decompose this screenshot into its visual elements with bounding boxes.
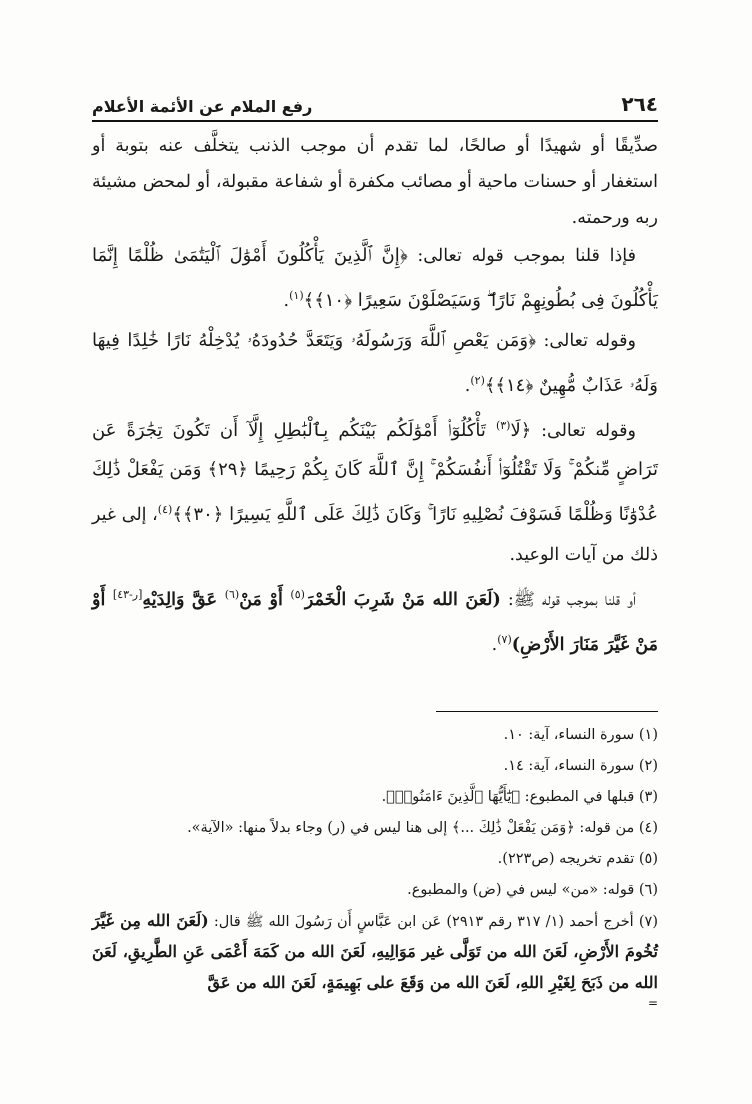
hadith-text: عَقَّ وَالِدَيْهِ [142,590,225,611]
paragraph-4-intro: وقوله تعالى: [531,420,636,441]
hadith-text: أَوْ مَنْ [239,590,291,611]
hadith-text: (لَعَنَ الله مَنْ شَرِبَ الْخَمْرَ [304,590,501,611]
paragraph-1: صدِّيقًا أو شهيدًا أو صالحًا، لما تقدم أن موجب الذنب يتخلَّف عنه بتوبة أو استغفار أو حسنات ماحية أو مصائب مكفرة أو شفاعة مقبولة، أو لمحض مشيئة ربه ورحمته. [92,136,658,228]
footnote-7-hadith: (لَعَنَ الله مِن غَيَّرَ تُخُومَ الأَرْضِ، لَعَنَ الله من تَوَلَّى غير مَوَالِيهِ، لَعَنَ الله من كَمَهَ أَعْمَى عَنِ الطَّرِيقِ، لَعَنَ الله من ذَبَحَ لِغَيْرِ اللهِ، لَعَنَ الله من وَقَعَ على بَهِيمَةٍ، لَعَنَ الله من عَقَّ [92,910,659,992]
paragraph-2: فإذا قلنا بموجب قوله تعالى: ﴿إِنَّ ٱلَّذِينَ يَأْكُلُونَ أَمْوَٰلَ ٱلْيَتَٰمَىٰ ظُلْمًا إِنَّمَا يَأْكُلُونَ فِى بُطُونِهِمْ نَارًا ۖ وَسَيَصْلَوْنَ سَعِيرًا ﴿١٠﴾﴾$^{(١)}$. [92,245,658,311]
footnote-ref-6[interactable]: (٦) [224,588,240,602]
paragraph-5-end: . [491,634,498,655]
footnotes [92,720,658,1009]
paragraph-3-intro: وقوله تعالى: [536,330,636,351]
footnote-3: (٣) قبلها في المطبوع: ﴿يَٰٓأَيُّهَا ٱلَّذِينَ ءَامَنُوا۟﴾. [381,788,658,805]
footnote-ref-5[interactable]: (٥) [290,588,305,602]
footnote-ref-3[interactable]: (٣) [495,418,511,432]
paragraph-3: وقوله تعالى: ﴿وَمَن يَعْصِ ٱللَّهَ وَرَسُولَهُۥ وَيَتَعَدَّ حُدُودَهُۥ يُدْخِلْهُ نَارًا خَٰلِدًا فِيهَا وَلَهُۥ عَذَابٌ مُّهِينٌ ﴿١٤﴾﴾$^{(٢)}$. [92,329,658,396]
hadith-text: أَوْ مَنْ غَيَّرَ مَنَارَ الأَرْضِ) [92,590,658,655]
page-number: ٢٦٤ [621,92,658,116]
running-title: رفع الملام عن الأئمة الأعلام [92,97,313,116]
paragraph-4 [92,406,658,576]
quran-verse: ﴿إِنَّ ٱلَّذِينَ يَأْكُلُونَ أَمْوَٰلَ ٱلْيَتَٰمَىٰ ظُلْمًا إِنَّمَا يَأْكُلُونَ فِى بُطُونِهِمْ نَارًا ۖ وَسَيَصْلَوْنَ سَعِيرًا ﴿١٠﴾﴾ [92,245,658,311]
footnote-7-lead: (٧) أخرج أحمد (١/ ٣١٧ رقم ٢٩١٣) عَن ابن عَبَّاسٍ أَن رَسُولَ الله ﷺ قال: [208,913,658,930]
footnote-ref-1[interactable]: (١) [289,289,304,302]
footnote-6: (٦) قوله: «من» ليس في (ض) والمطبوع. [407,881,658,898]
paragraph-4-tail: ، إلى غير ذلك من آيات الوعيد. [92,505,658,566]
paragraph-5-intro: أو قلنا بموجب قوله ﷺ: [500,590,636,611]
paragraph-5 [92,575,658,665]
footnote-1: (١) سورة النساء، آية: ١٠. [503,726,658,743]
footnote-5: (٥) تقدم تخريجه (ص٢٢٣). [497,850,658,867]
quran-verse: تَأْكُلُوٓا۟ أَمْوَٰلَكُم بَيْنَكُم بِٱلْبَٰطِلِ إِلَّآ أَن تَكُونَ تِجَٰرَةً عَن تَرَاضٍ مِّنكُمْ ۚ وَلَا تَقْتُلُوٓا۟ أَنفُسَكُمْ ۚ إِنَّ ٱللَّهَ كَانَ بِكُمْ رَحِيمًا ﴿٢٩﴾ وَمَن يَفْعَلْ ذَٰلِكَ عُدْوَٰنًا وَظُلْمًا فَسَوْفَ نُصْلِيهِ نَارًا ۚ وَكَانَ ذَٰلِكَ عَلَى ٱللَّهِ يَسِيرًا ﴿٣٠﴾﴾ [92,419,658,526]
footnote-ref-2[interactable]: (٢) [470,373,485,387]
footnote-ref-4[interactable]: (٤) [157,503,173,517]
quran-verse: ﴿وَمَن يَعْصِ ٱللَّهَ وَرَسُولَهُۥ وَيَتَعَدَّ حُدُودَهُۥ يُدْخِلْهُ نَارًا خَٰلِدًا فِيهَا وَلَهُۥ عَذَابٌ مُّهِينٌ ﴿١٤﴾﴾ [92,329,658,396]
quran-verse-start: ﴿لَا [510,419,532,441]
footnote-4: (٤) من قوله: ﴿وَمَن يَفْعَلْ ذَٰلِكَ ...﴾ إلى هنا ليس في (ر) وجاء بدلاً منها: «الآية». [187,819,658,836]
footnote-2: (٢) سورة النساء، آية: ١٤. [503,757,658,774]
footnote-separator [436,711,658,712]
book-page [92,88,658,1009]
manuscript-marker: [ر-٤٣] [112,588,143,602]
page-header [92,88,658,122]
paragraph-2-intro: فإذا قلنا بموجب قوله تعالى: [407,246,636,266]
footnote-ref-7[interactable]: (٧) [497,633,512,647]
main-text [92,128,658,665]
footnote-7 [92,906,658,999]
continuation-mark: = [647,995,658,1010]
